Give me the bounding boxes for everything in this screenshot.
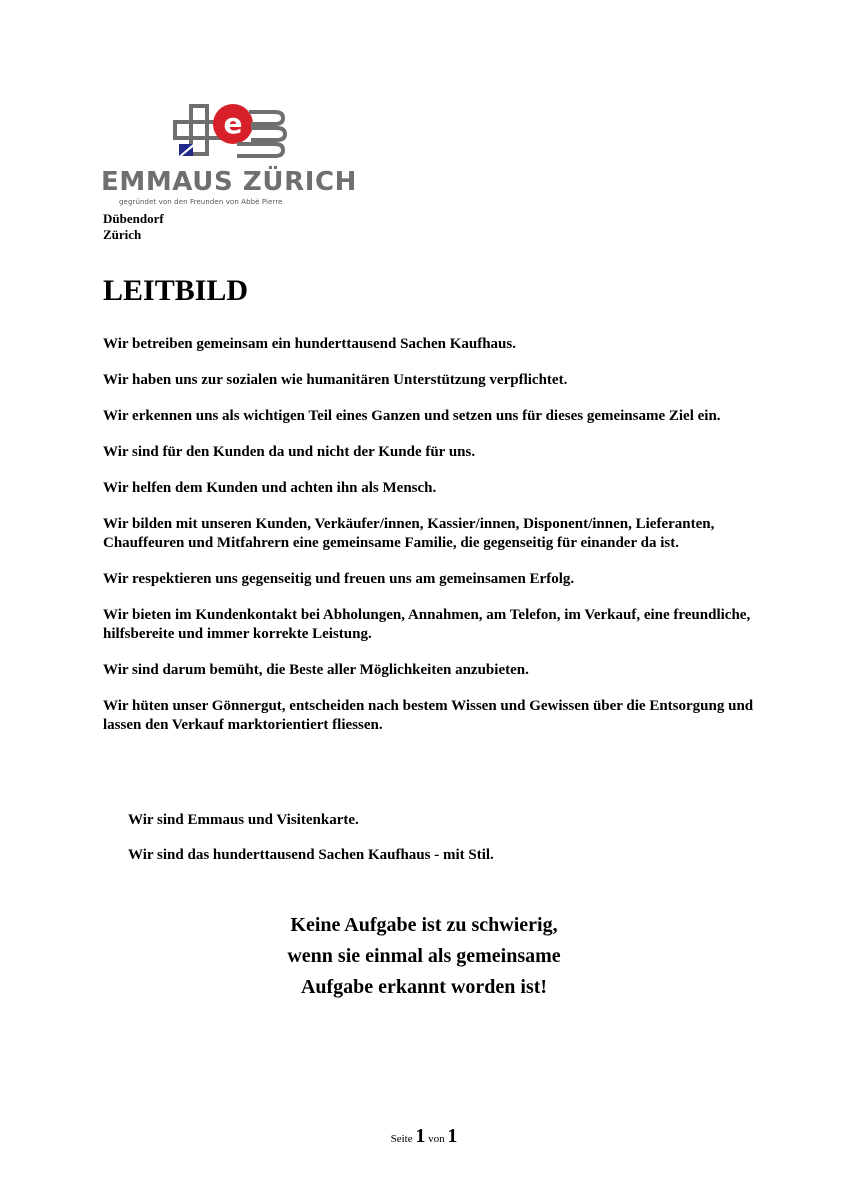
location-zuerich: Zürich	[103, 227, 142, 242]
emmaus-emblem-icon	[171, 100, 291, 166]
page-word: Seite	[390, 1133, 413, 1145]
principle-item: Wir helfen dem Kunden und achten ihn als Mensch.	[103, 480, 437, 496]
logo-wordmark: EMMAUS ZÜRICH	[101, 167, 358, 197]
closing-statement: Wir sind das hunderttausend Sachen Kaufhaus - mit Stil.	[128, 847, 494, 863]
motto-quote	[174, 910, 674, 1003]
principle-item: Wir haben uns zur sozialen wie humanitären Unterstützung verpflichtet.	[103, 372, 568, 388]
motto-line: wenn sie einmal als gemeinsame	[287, 945, 561, 967]
closing-statements	[128, 811, 494, 881]
zurich-shield-icon	[179, 144, 193, 156]
emmaus-logo	[101, 100, 357, 210]
principle-item: Wir hüten unser Gönnergut, entscheiden nach bestem Wissen und Gewissen über die Entsorgung und lassen den Verkauf marktorientiert fliessen.	[103, 698, 754, 733]
principle-item: Wir sind für den Kunden da und nicht der Kunde für uns.	[103, 444, 476, 460]
principle-item: Wir respektieren uns gegenseitig und freuen uns am gemeinsamen Erfolg.	[103, 571, 575, 587]
principle-item: Wir bilden mit unseren Kunden, Verkäufer/innen, Kassier/innen, Disponent/innen, Lieferanten, Chauffeuren und Mitfahrern eine gemeinsame Familie, die gegenseitig für einander da ist.	[103, 516, 715, 551]
principle-item: Wir bieten im Kundenkontakt bei Abholungen, Annahmen, am Telefon, im Verkauf, eine freundliche, hilfsbereite und immer korrekte Leistung.	[103, 607, 751, 642]
principle-item: Wir betreiben gemeinsam ein hunderttausend Sachen Kaufhaus.	[103, 336, 516, 352]
motto-line: Keine Aufgabe ist zu schwierig,	[290, 914, 558, 936]
motto-line: Aufgabe erkannt worden ist!	[300, 976, 548, 998]
logo-tagline: gegründet von den Freunden von Abbé Pierre	[119, 198, 283, 206]
letter-e-emblem-icon	[213, 104, 253, 144]
page-current: 1	[415, 1125, 426, 1147]
svg-text:e: e	[223, 107, 243, 140]
page-footer	[0, 1124, 848, 1151]
page-title: LEITBILD	[103, 274, 249, 307]
of-word: von	[428, 1133, 445, 1145]
location-duebendorf: Dübendorf	[103, 211, 164, 226]
principles-list	[103, 335, 763, 752]
principle-item: Wir erkennen uns als wichtigen Teil eines Ganzen und setzen uns für dieses gemeinsame Ziel ein.	[103, 408, 721, 424]
page-total: 1	[447, 1125, 458, 1147]
closing-statement: Wir sind Emmaus und Visitenkarte.	[128, 812, 359, 828]
principle-item: Wir sind darum bemüht, die Beste aller Möglichkeiten anzubieten.	[103, 662, 529, 678]
